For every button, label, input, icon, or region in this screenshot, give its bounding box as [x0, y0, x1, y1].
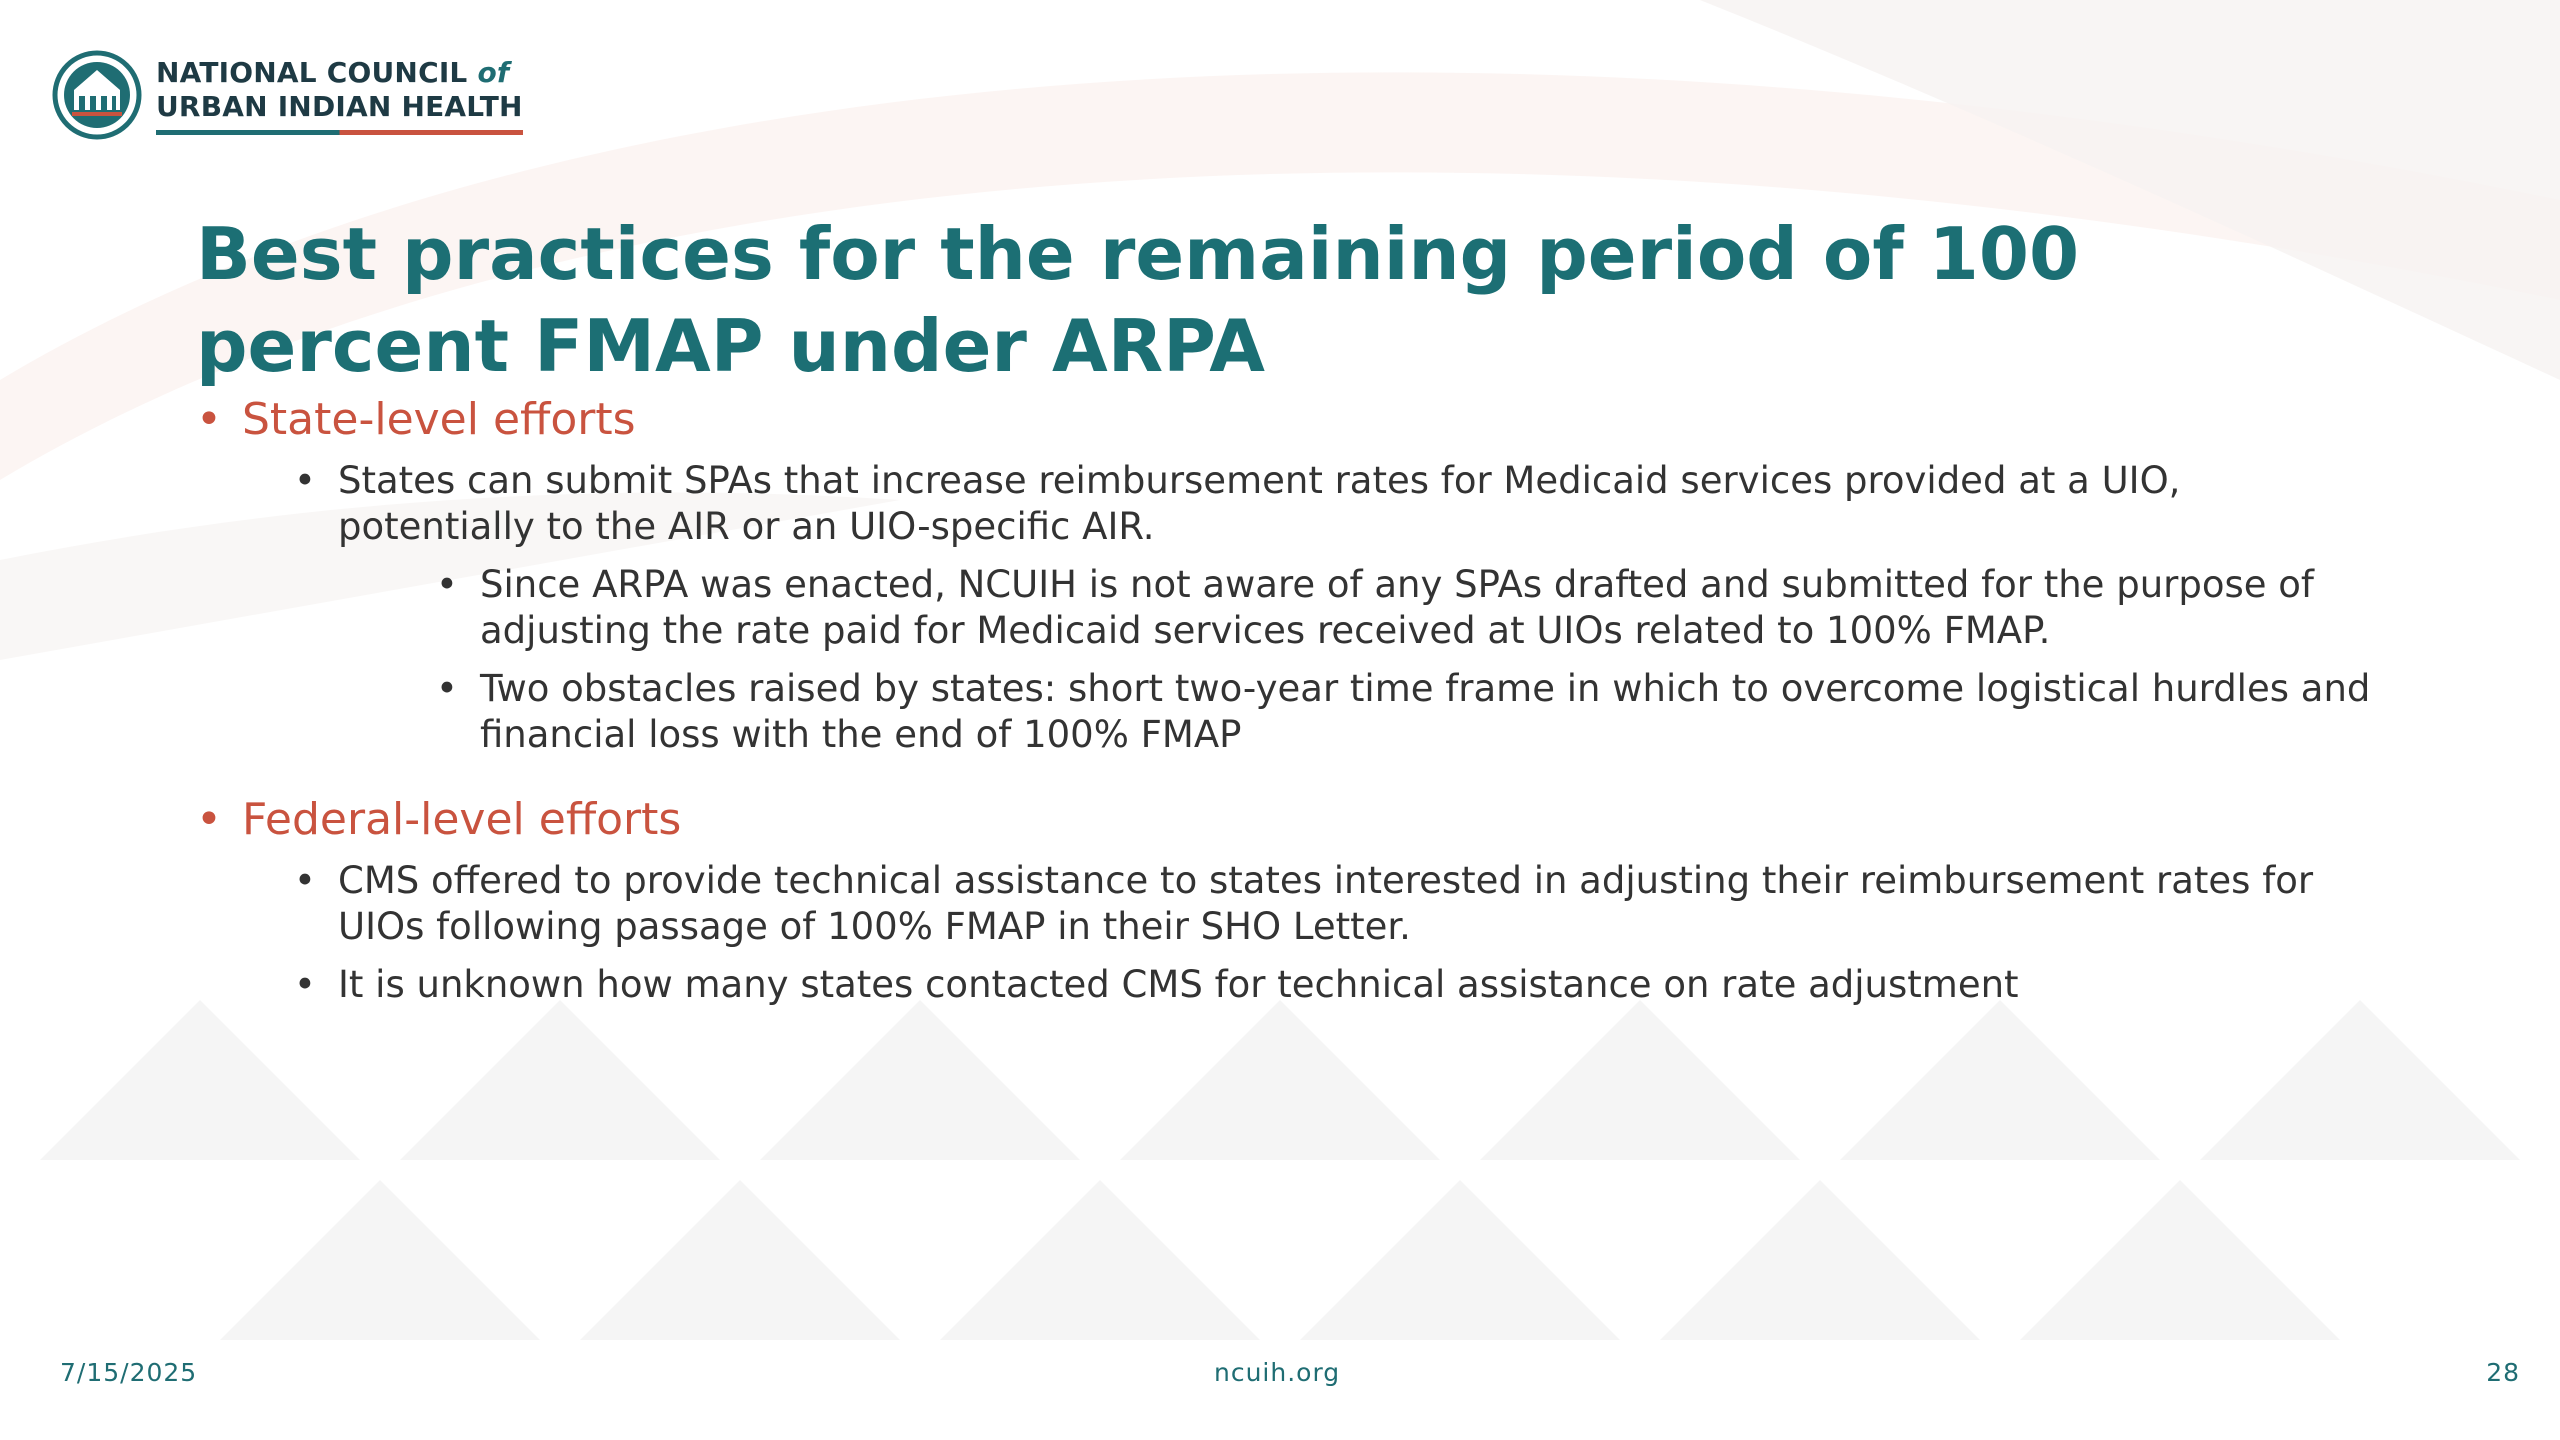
slide-title: Best practices for the remaining period of 100 percent FMAP under ARPA [196, 212, 2080, 388]
bullet-state-spas [292, 458, 2376, 758]
sub-bullet-obstacles: • Two obstacles raised by states: short two-year time frame in which to overcome logistical hurdles and financial loss with the end of 100% FMAP [434, 666, 2376, 758]
logo-line2: URBAN INDIAN HEALTH [156, 89, 523, 123]
sub-bullet-ncuih-awareness: • Since ARPA was enacted, NCUIH is not aware of any SPAs drafted and submitted for the purpose of adjusting the rate paid for Medicaid services received at UIOs related to 100% FMAP. [434, 562, 2376, 654]
logo-of: of [477, 55, 510, 89]
section-heading-state: • State-level efforts [196, 392, 2376, 448]
slide-content [196, 392, 2376, 1020]
footer-date: 7/15/2025 [60, 1358, 198, 1387]
federal-bullet-list [292, 858, 2376, 1008]
footer-website: ncuih.org [1214, 1358, 1341, 1387]
logo-line1: NATIONAL COUNCIL [156, 55, 468, 89]
section-heading-federal: • Federal-level efforts [196, 792, 2376, 848]
bullet-text: States can submit SPAs that increase reimbursement rates for Medicaid services provided at a UIO, potentially to the AIR or an UIO-specific AIR. [338, 459, 2181, 548]
ncuih-emblem-icon [52, 50, 142, 140]
state-sub-bullet-list [434, 562, 2376, 758]
bullet-cms-assistance: • CMS offered to provide technical assistance to states interested in adjusting their reimbursement rates for UIOs following passage of 100% FMAP in their SHO Letter. [292, 858, 2376, 950]
slide-number: 28 [2486, 1358, 2520, 1387]
ncuih-wordmark [156, 56, 523, 135]
bullet-unknown-states: • It is unknown how many states contacted CMS for technical assistance on rate adjustment [292, 962, 2376, 1008]
ncuih-logo [52, 50, 523, 140]
state-bullet-list [292, 458, 2376, 758]
